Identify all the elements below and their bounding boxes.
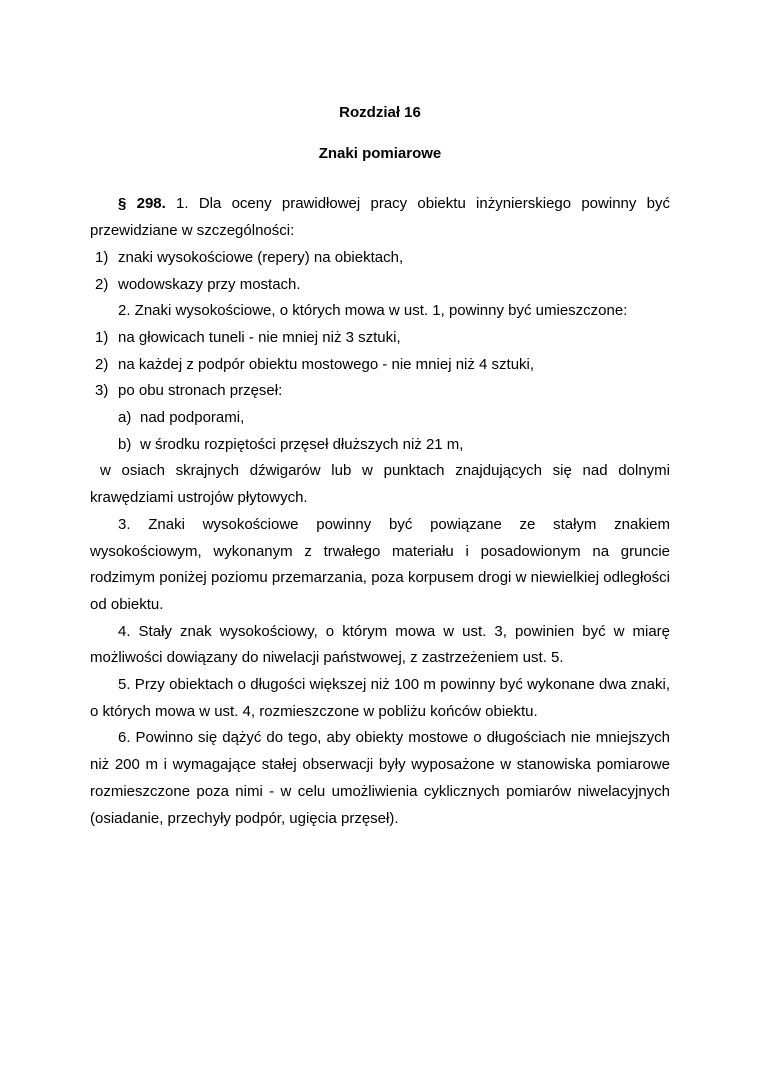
list-item-ust2-1 <box>90 325 670 352</box>
paragraph-ust3: 3. Znaki wysokościowe powinny być powiązane ze stałym znakiem wysokościowym, wykonanym z trwałego materiału i posadowionym na gruncie rodzimym poniżej poziomu przemarzania, poza korpusem drogi w niewielkiej odległości od obiektu. <box>90 515 670 613</box>
section-heading: Znaki pomiarowe <box>318 144 442 162</box>
list-item-text: na głowicach tuneli - nie mniej niż 3 sztuki, <box>118 328 401 346</box>
paragraph-ust4: 4. Stały znak wysokościowy, o którym mowa w ust. 3, powinien być w miarę możliwości dowiązany do niwelacji państwowej, z zastrzeżeniem ust. 5. <box>90 622 670 667</box>
list-marker: 2) <box>95 275 109 293</box>
list-item-ust2-2 <box>90 352 670 379</box>
paragraph-ust2-tail: w osiach skrajnych dźwigarów lub w punktach znajdujących się nad dolnymi krawędziami ustrojów płytowych. <box>90 462 670 507</box>
list-item-text: na każdej z podpór obiektu mostowego - nie mniej niż 4 sztuki, <box>118 355 535 373</box>
list-subitem-a <box>90 405 670 432</box>
list-marker: 1) <box>95 328 109 346</box>
list-marker: 2) <box>95 355 109 373</box>
list-item-ust1-2 <box>90 272 670 299</box>
list-marker: 1) <box>95 248 109 266</box>
list-marker: 3) <box>95 382 109 400</box>
paragraph-298-ust1 <box>90 191 670 244</box>
list-item-text: znaki wysokościowe (repery) na obiektach, <box>118 248 404 266</box>
list-subitem-b <box>90 432 670 459</box>
list-item-ust2-3 <box>90 378 670 405</box>
paragraph-298-text: 1. Dla oceny prawidłowej pracy obiektu inżynierskiego powinny być przewidziane w szczególności: <box>90 195 670 240</box>
paragraph-ust2: 2. Znaki wysokościowe, o których mowa w ust. 1, powinny być umieszczone: <box>118 302 628 320</box>
list-item-text: nad podporami, <box>140 409 245 427</box>
list-marker: b) <box>118 435 132 453</box>
list-item-text: w środku rozpiętości przęseł dłuższych niż 21 m, <box>140 435 464 453</box>
paragraph-298-label: § 298. <box>118 195 166 213</box>
list-marker: a) <box>118 409 132 427</box>
list-item-ust1-1 <box>90 245 670 272</box>
paragraph-ust6: 6. Powinno się dążyć do tego, aby obiekty mostowe o długościach nie mniejszych niż 200 m i wymagające stałej obserwacji były wyposażone w stanowiska pomiarowe rozmieszczone poza nimi - w celu umożliwienia cyklicznych pomiarów niwelacyjnych (osiadanie, przechyły podpór, ugięcia przęseł). <box>90 729 670 827</box>
list-item-text: po obu stronach przęseł: <box>118 382 283 400</box>
list-item-text: wodowskazy przy mostach. <box>118 275 301 293</box>
chapter-heading: Rozdział 16 <box>339 104 421 121</box>
paragraph-ust5: 5. Przy obiektach o długości większej niż 100 m powinny być wykonane dwa znaki, o których mowa w ust. 4, rozmieszczone w pobliżu końców obiektu. <box>90 676 670 720</box>
